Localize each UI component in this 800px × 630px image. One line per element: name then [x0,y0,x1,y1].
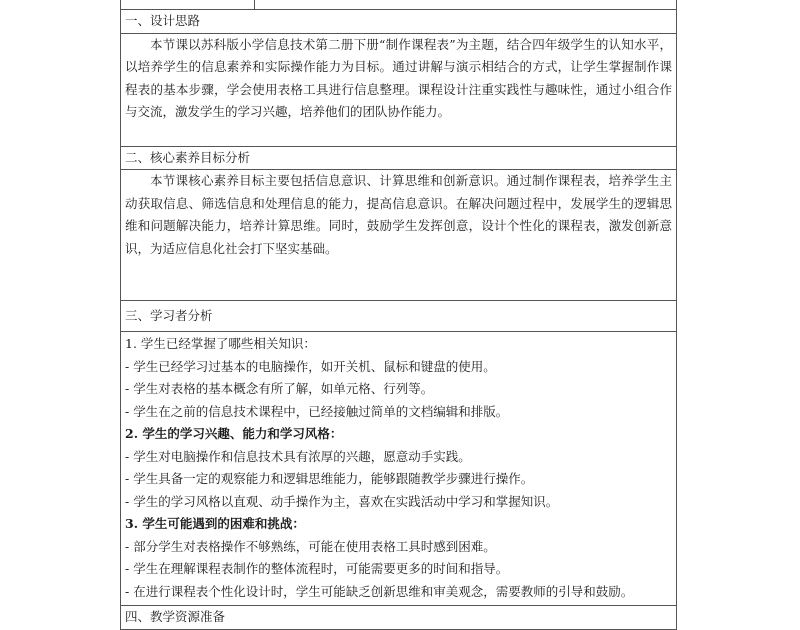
learner-line: - 学生已经学习过基本的电脑操作，如开关机、鼠标和键盘的使用。 [125,358,496,374]
section-design-heading-row [121,10,677,34]
section-design-heading: 一、设计思路 [121,10,677,34]
learner-line: - 在进行课程表个性化设计时，学生可能缺乏创新思维和审美观念，需要教师的引导和鼓励。 [125,583,634,599]
learner-line: 1. 学生已经掌握了哪些相关知识： [125,336,316,351]
section-design-body: 本节课以苏科版小学信息技术第二册下册“制作课程表”为主题，结合四年级学生的认知水平，以培养学生的信息素养和实际操作能力为目标。通过讲解与演示相结合的方式，让学生掌握制作课程表的基本步骤，学会使用表格工具进行信息整理。课程设计注重实践性与趣味性，通过小组合作与交流，激发学生的学习兴趣，培养他们的团队协作能力。 [125,36,672,119]
learner-line: - 学生具备一定的观察能力和逻辑思维能力，能够跟随教学步骤进行操作。 [125,471,534,486]
top-cell-left [121,0,255,10]
section-design-body-row [121,33,677,146]
learner-line: - 学生的学习风格以直观、动手操作为主，喜欢在实践活动中学习和掌握知识。 [125,493,559,509]
top-cell-right [255,0,677,10]
section-learners-heading-row [121,301,677,332]
section-learners-body-row [121,332,677,606]
table-top-row [121,0,677,10]
learner-line: - 学生在理解课程表制作的整体流程时，可能需要更多的时间和指导。 [125,561,509,576]
learner-line: - 学生在之前的信息技术课程中，已经接触过简单的文档编辑和排版。 [125,403,509,419]
section-next-heading-row [121,606,677,630]
section-next-heading: 四、教学资源准备 [121,606,677,630]
section-literacy-body: 本节课核心素养目标主要包括信息意识、计算思维和创新意识。通过制作课程表，培养学生主动获取信息、筛选信息和处理信息的能力，提高信息意识。在解决问题过程中，发展学生的逻辑思维和问题解决能力，培养计算思维。同时，鼓励学生发挥创意，设计个性化的课程表，激发创新意识，为适应信息化社会打下坚实基础。 [125,173,672,256]
learner-line: - 学生对表格的基本概念有所了解，如单元格、行列等。 [125,381,434,396]
learner-line: - 学生对电脑操作和信息技术具有浓厚的兴趣，愿意动手实践。 [125,448,471,464]
section-literacy-body-row [121,170,677,301]
learner-line: - 部分学生对表格操作不够熟练，可能在使用表格工具时感到困难。 [125,538,496,554]
lesson-plan-table [120,0,677,630]
section-literacy-heading: 二、核心素养目标分析 [121,146,677,170]
section-literacy-heading-row [121,146,677,170]
learner-line: 2. 学生的学习兴趣、能力和学习风格： [125,426,343,441]
section-learners-heading: 三、学习者分析 [121,301,677,332]
learner-line: 3. 学生可能遇到的困难和挑战： [125,516,305,531]
